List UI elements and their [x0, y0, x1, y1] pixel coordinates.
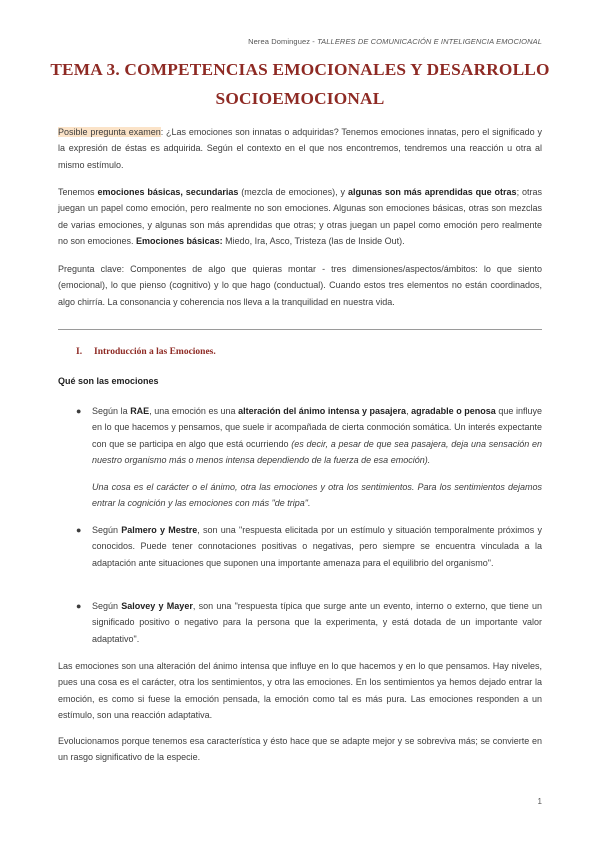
page-title	[40, 55, 560, 113]
salovey-text-1: Según	[92, 601, 122, 611]
page-number: 1	[537, 797, 542, 806]
running-header	[248, 37, 542, 46]
types-text-3: ; otras juegan un papel como emoción, pero realmente no son emociones. Algunas son emociones básicas, otras son mezclas de varias emociones, y algunas son más aprendidas que otras; y otras juegan un papel como emoción pero realmente no son emociones.	[58, 187, 542, 246]
bullet-dot-icon: ●	[76, 525, 82, 535]
types-text-4: Miedo, Ira, Asco, Tristeza (las de Inside Out).	[222, 235, 405, 246]
bullet-rae	[76, 403, 542, 468]
header-author: Nerea Dominguez -	[248, 37, 318, 46]
rae-text-1: Según la	[92, 406, 131, 416]
intro-text: : ¿Las emociones son innatas o adquiridas? Tenemos emociones innatas, pero el significado y la expresión de éstas es adquirida. Según el contexto en el que nos encontremos, tendremos una reacción u otra al mismo estímulo.	[58, 127, 542, 170]
key-question-paragraph: Pregunta clave: Componentes de algo que quieras montar - tres dimensiones/aspectos/ámbitos: lo que siento (emocional), lo que pienso (cognitivo) y lo que hago (conductual). Cuando estos tres elementos no están coordinados, algo chirría. La consonancia y coherencia nos lleva a la tranquilidad en nuestra vida.	[58, 264, 542, 307]
rae-italic-1: (es decir, a pesar de que sea pasajera, deja una sensación en nuestro organismo más o menos intensa dependiendo de la fuerza de esa emoción).	[92, 438, 542, 465]
bullet-dot-icon: ●	[76, 601, 82, 611]
evolution-paragraph: Evolucionamos porque tenemos esa característica y ésto hace que se adapte mejor y se sobreviva más; se convierte en un rasgo significativo de la especie.	[58, 736, 542, 763]
rae-bold-1: RAE	[130, 406, 150, 416]
subheading: Qué son las emociones	[58, 376, 159, 386]
emotion-types-paragraph	[58, 184, 542, 249]
types-text-2: (mezcla de emociones), y	[238, 187, 348, 197]
alteration-paragraph: Las emociones son una alteración del ánimo intensa que influye en lo que hacemos y en lo que pensamos. Hay niveles, pues una cosa es el carácter, otra los sentimientos, y otra las emociones. En los sentimientos ya hemos dejado entrar la emoción, es como si fuese la emoción pensada, la emoción como tal es más pura. Las emociones responden a un estímulo, son una reacción adaptativa.	[58, 661, 542, 720]
palmero-text-1: Según	[92, 525, 122, 535]
exam-question-highlight: Posible pregunta examen	[58, 127, 161, 137]
types-bold-3: Emociones básicas:	[136, 235, 223, 246]
types-text-1: Tenemos	[58, 187, 98, 197]
rae-text-4: que influye en lo que hacemos y pensamos, que suele ir acompañada de cierta conmoción somática. Un interés expectante con que se participa en algo que está ocurriendo	[92, 406, 542, 449]
rae-bold-3: agradable o penosa	[411, 406, 496, 416]
palmero-text-2: , son una "respuesta elicitada por un estímulo y situación temporalmente próximos y conocidos. Puede tener connotaciones positivas o negativas, pero siempre se encuentra vinculada a la adaptación ante situaciones que suponen una importante amenaza para el equilibrio del organismo".	[92, 525, 542, 568]
section-title: Introducción a las Emociones.	[94, 347, 216, 357]
salovey-bold-1: Salovey y Mayer	[121, 601, 193, 611]
title-line-1: TEMA 3. COMPETENCIAS EMOCIONALES Y DESARROLLO	[50, 60, 550, 79]
section-heading	[76, 347, 216, 357]
bullet-palmero	[76, 522, 542, 571]
horizontal-divider	[58, 329, 542, 330]
section-number: I.	[76, 347, 83, 357]
header-course: TALLERES DE COMUNICACIÓN E INTELIGENCIA EMOCIONAL	[317, 37, 542, 46]
types-bold-1: emociones básicas, secundarias	[97, 187, 239, 197]
bullet-salovey	[76, 598, 542, 647]
italic-quote: Una cosa es el carácter o el ánimo, otra las emociones y otra los sentimientos. Para los sentimientos dejamos entrar la cognición y las emociones con más "de tripa".	[92, 482, 542, 509]
types-bold-2: algunas son más aprendidas que otras	[347, 187, 517, 197]
palmero-bold-1: Palmero y Mestre	[121, 525, 198, 535]
bullet-dot-icon: ●	[76, 406, 82, 416]
title-line-2: SOCIOEMOCIONAL	[215, 89, 385, 108]
intro-paragraph	[58, 124, 542, 173]
rae-bold-2: alteración del ánimo intensa y pasajera	[238, 406, 407, 416]
salovey-text-2: , son una "respuesta típica que surge ante un evento, interno o externo, que tiene un significado positivo o negativo para la persona que la experimenta, y está dotada de un importante valor adaptativo".	[92, 601, 542, 644]
rae-text-3: ,	[406, 406, 412, 416]
rae-text-2: , una emoción es una	[149, 406, 239, 416]
